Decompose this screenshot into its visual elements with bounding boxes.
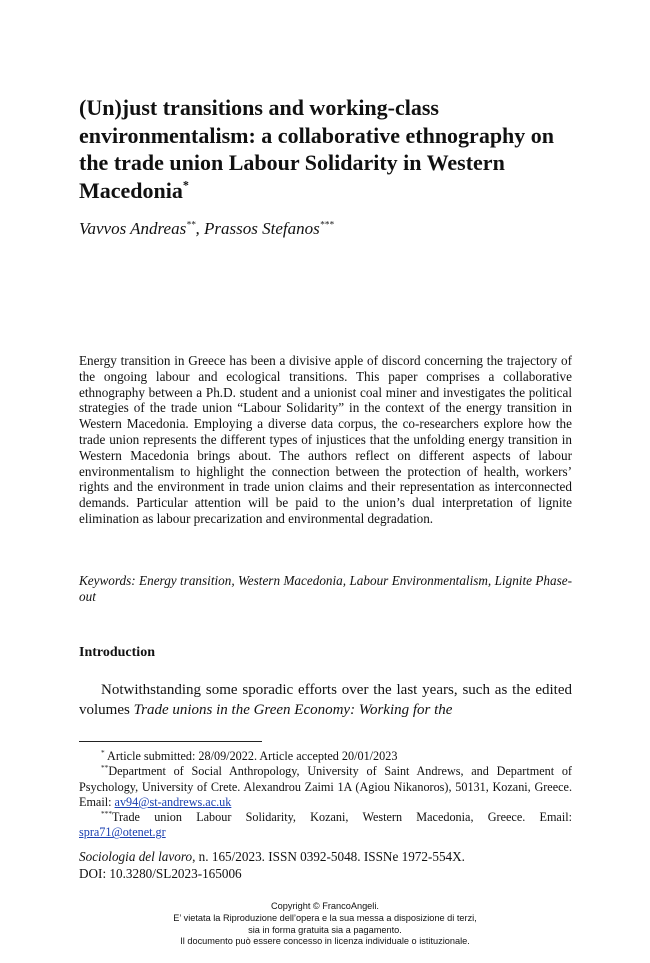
copyright-notice	[0, 901, 650, 948]
footnote-2	[79, 764, 572, 810]
author-name-1: Vavvos Andreas	[79, 219, 187, 238]
introduction-paragraph	[79, 681, 572, 720]
journal-info	[79, 848, 572, 882]
copyright-line-3: sia in forma gratuita sia a pagamento.	[248, 924, 402, 935]
footnote-2-text: Department of Social Anthropology, University of Saint Andrews, and Department of Psychology, University of Crete. Alexandrou Zaimi 1A (Agiou Nikanoros), 50131, Kozani, Greece. Email:	[79, 764, 572, 809]
footnote-2-email-link[interactable]: av94@st-andrews.ac.uk	[114, 794, 232, 809]
copyright-line-2: E’ vietata la Riproduzione dell’opera e la sua messa a disposizione di terzi,	[173, 912, 477, 923]
paper-title	[79, 94, 579, 204]
paper-title-text: (Un)just transitions and working-class environmentalism: a collaborative ethnography on the trade union Labour Solidarity in Western Macedonia	[79, 95, 555, 203]
footnote-3	[79, 810, 572, 841]
journal-citation	[79, 848, 572, 865]
footnote-divider	[79, 741, 262, 742]
author-1-footnote-marker: **	[186, 220, 196, 231]
author-separator: ,	[195, 219, 205, 238]
author-2-footnote-marker: ***	[319, 220, 334, 231]
journal-details: , n. 165/2023. ISSN 0392-5048. ISSNe 1972-554X.	[192, 849, 465, 864]
introduction-italic-title: Trade unions in the Green Economy: Working for the	[133, 701, 453, 718]
footnote-1-marker: *	[101, 747, 105, 757]
footnote-3-text: Trade union Labour Solidarity, Kozani, Western Macedonia, Greece. Email:	[111, 810, 572, 825]
footnote-1	[79, 749, 572, 764]
journal-name: Sociologia del lavoro	[79, 849, 193, 864]
author-name-2: Prassos Stefanos	[204, 219, 320, 238]
introduction-text: Notwithstanding some sporadic efforts over the last years, such as the edited volumes	[79, 682, 572, 718]
footnote-3-marker: ***	[101, 809, 112, 819]
copyright-line-1: Copyright © FrancoAngeli.	[271, 901, 379, 911]
footnote-2-marker: **	[101, 763, 109, 773]
abstract: Energy transition in Greece has been a divisive apple of discord concerning the trajectory of the ongoing labour and ecological transitions. This paper comprises a collaborative ethnography between a Ph.D. student and a unionist coal miner and investigates the political strategies of the trade union “Labour Solidarity” in the context of the energy transition in Western Macedonia. Employing a diverse data corpus, the co-researchers explore how the trade union represents the different types of injustices that the unfolding energy transition in Western Macedonia brings about. The authors reflect on different aspects of labour environmentalism to highlight the connection between the protection of health, workers’ rights and the environment in trade union claims and their representation as interconnected demands. Particular attention will be paid to the union’s dual interpretation of lignite elimination as labour precarization and environmental degradation.	[79, 353, 572, 526]
footnote-1-text: Article submitted: 28/09/2022. Article accepted 20/01/2023	[104, 749, 398, 763]
title-footnote-marker: *	[182, 178, 189, 193]
journal-doi: DOI: 10.3280/SL2023-165006	[79, 866, 242, 881]
footnotes	[79, 749, 572, 841]
section-heading-introduction: Introduction	[79, 645, 155, 660]
copyright-line-4: Il documento può essere concesso in licenza individuale o istituzionale.	[180, 936, 470, 947]
footnote-3-email-link[interactable]: spra71@otenet.gr	[79, 825, 166, 840]
keywords: Keywords: Energy transition, Western Macedonia, Labour Environmentalism, Lignite Phase-out	[79, 573, 572, 604]
author-list	[79, 219, 559, 239]
